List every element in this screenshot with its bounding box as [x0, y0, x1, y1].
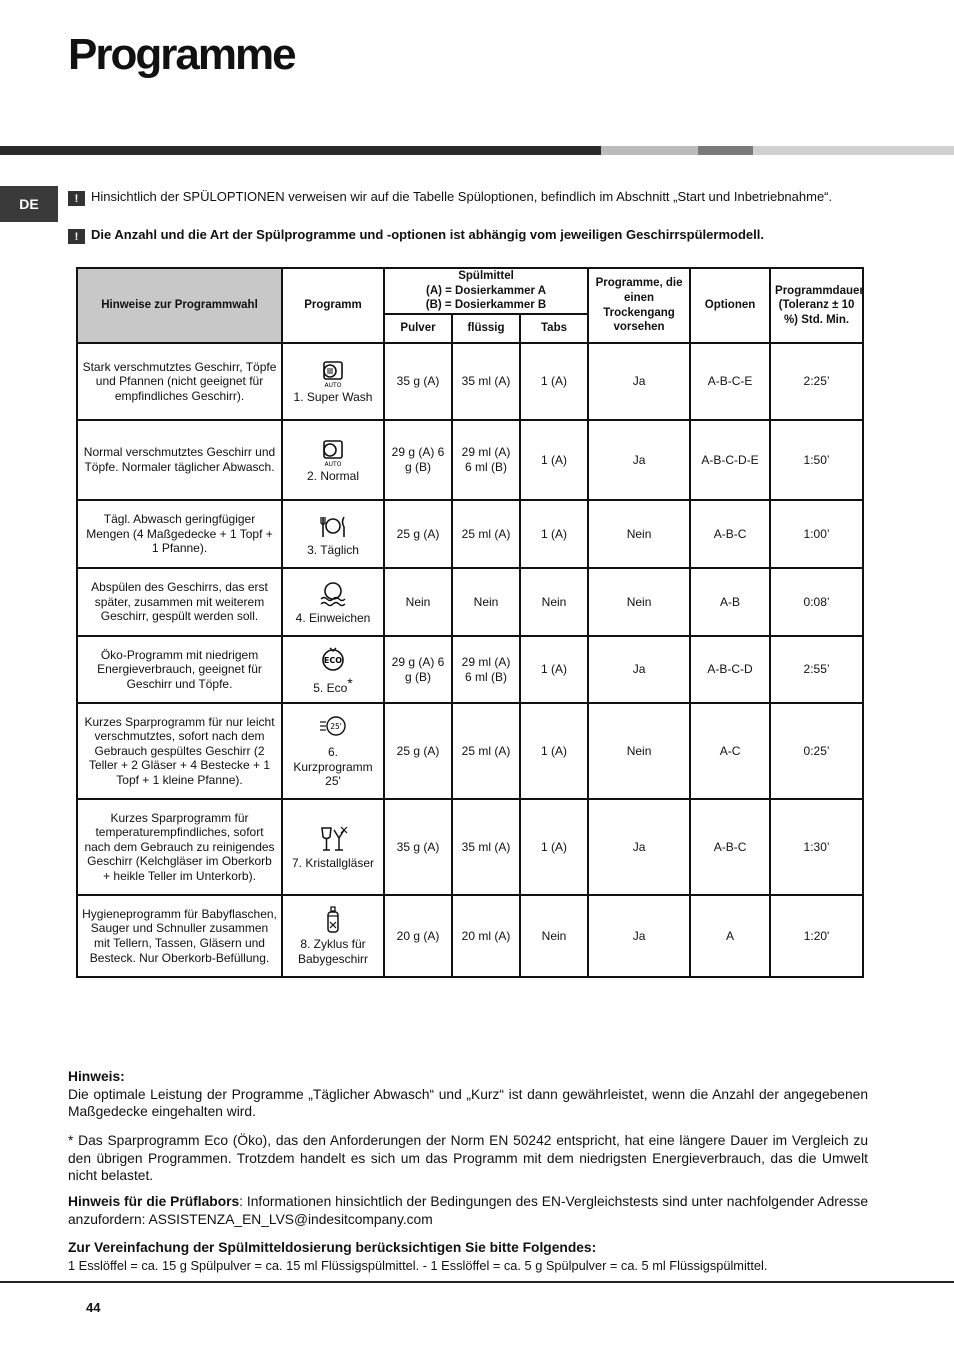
- cell-powder: 25 g (A): [384, 500, 452, 568]
- cell-liquid: 35 ml (A): [452, 799, 520, 895]
- row-program: [282, 636, 384, 703]
- dosing-text: 1 Esslöffel = ca. 15 g Spülpulver = ca. 15 ml Flüssigspülmittel. - 1 Esslöffel = ca. 5 g Spülpulver = ca. 5 ml Flüssigspülmittel.: [68, 1257, 768, 1273]
- baby-bottle-icon: [318, 905, 348, 935]
- cell-powder: 35 g (A): [384, 343, 452, 420]
- cell-liquid: 25 ml (A): [452, 703, 520, 799]
- cell-powder: 29 g (A) 6 g (B): [384, 420, 452, 500]
- cell-drying: Ja: [588, 343, 690, 420]
- super-wash-auto-icon: [318, 358, 348, 388]
- table-row: [77, 703, 863, 799]
- header-liquid: flüssig: [452, 314, 520, 343]
- eco-icon: [318, 644, 348, 674]
- auto-label: AUTO: [324, 382, 342, 389]
- auto-label: AUTO: [324, 460, 342, 467]
- header-detergent: [384, 268, 588, 314]
- header-hint: Hinweise zur Programmwahl: [77, 268, 282, 343]
- cell-drying: Nein: [588, 703, 690, 799]
- row-program: [282, 343, 384, 420]
- language-tab: DE: [0, 186, 58, 222]
- row-description: Öko-Programm mit niedrigem Energieverbrauch, geeignet für Geschirr und Töpfe.: [77, 636, 282, 703]
- cell-drying: Ja: [588, 420, 690, 500]
- cell-drying: Ja: [588, 636, 690, 703]
- hinweis-title: Hinweis:: [68, 1069, 125, 1084]
- header-bar-mid: [698, 146, 753, 155]
- cell-duration: 1:50’: [770, 420, 863, 500]
- warning-triangle-icon: !: [68, 191, 85, 206]
- normal-auto-icon: [318, 437, 348, 467]
- cell-duration: 0:25’: [770, 703, 863, 799]
- cell-options: A-B-C: [690, 500, 770, 568]
- cell-options: A-B-C-D-E: [690, 420, 770, 500]
- header-detergent-a: (A) = Dosierkammer A: [425, 284, 547, 297]
- cell-tabs: Nein: [520, 568, 588, 636]
- header-detergent-b: (B) = Dosierkammer B: [425, 299, 547, 312]
- eco-footnote: * Das Sparprogramm Eco (Öko), das den Anforderungen der Norm EN 50242 entspricht, hat eine längere Dauer im Vergleich zu den übrigen Programmen. Trotzdem handelt es sich um das Programm mit dem niedrigsten Energieverbrauch, das die Umwelt nicht belastet.: [68, 1133, 868, 1183]
- cell-duration: 1:20': [770, 895, 863, 977]
- cell-tabs: 1 (A): [520, 703, 588, 799]
- row-program: [282, 500, 384, 568]
- program-name: 3. Täglich: [307, 542, 359, 557]
- row-description: Kurzes Sparprogramm für nur leicht verschmutztes, sofort nach dem Gebrauch gespültes Geschirr (2 Teller + 2 Gläser + 4 Bestecke + 1 Topf + 1 kleine Pfanne).: [77, 703, 282, 799]
- program-name: 7. Kristallgläser: [291, 855, 375, 870]
- cell-drying: Ja: [588, 895, 690, 977]
- table-row: [77, 568, 863, 636]
- cell-tabs: 1 (A): [520, 420, 588, 500]
- labs-text: : Informationen hinsichtlich der Bedingungen des EN-Vergleichstests sind unter nachfolgender Adresse anzufordern: ASSISTENZA_EN_LVS@indesitcompany.com: [68, 1194, 868, 1227]
- cell-drying: Nein: [588, 568, 690, 636]
- cell-options: A-B-C-D: [690, 636, 770, 703]
- row-program: [282, 568, 384, 636]
- row-description: Abspülen des Geschirrs, das erst später, zusammen mit weiterem Geschirr, gespült werden soll.: [77, 568, 282, 636]
- header-bar-dark: [0, 146, 601, 155]
- hinweis-text: Die optimale Leistung der Programme „Täglicher Abwasch“ und „Kurz“ ist dann gewährleistet, wenn die Anzahl der angegebenen Maßgedecke eingehalten wird.: [68, 1086, 868, 1119]
- cell-duration: 1:30’: [770, 799, 863, 895]
- row-program: [282, 895, 384, 977]
- header-powder: Pulver: [384, 314, 452, 343]
- cell-drying: Ja: [588, 799, 690, 895]
- soak-icon: [318, 579, 348, 609]
- header-tabs: Tabs: [520, 314, 588, 343]
- cell-liquid: Nein: [452, 568, 520, 636]
- row-description: Stark verschmutztes Geschirr, Töpfe und Pfannen (nicht geeignet für empfindliches Geschirr).: [77, 343, 282, 420]
- cell-powder: 35 g (A): [384, 799, 452, 895]
- cell-tabs: 1 (A): [520, 343, 588, 420]
- cell-duration: 2:25’: [770, 343, 863, 420]
- cell-powder: 20 g (A): [384, 895, 452, 977]
- row-description: Kurzes Sparprogramm für temperaturempfindliches, sofort nach dem Gebrauch zu reinigendes Geschirr (Kelchgläser im Oberkorb + heikle Teller im Unterkorb).: [77, 799, 282, 895]
- program-name: 4. Einweichen: [295, 610, 371, 625]
- program-name: [287, 676, 379, 696]
- cell-powder: Nein: [384, 568, 452, 636]
- cell-powder: 25 g (A): [384, 703, 452, 799]
- warning-triangle-icon: !: [68, 229, 85, 244]
- cell-liquid: 29 ml (A) 6 ml (B): [452, 420, 520, 500]
- row-description: Hygieneprogramm für Babyflaschen, Sauger und Schnuller zusammen mit Tellern, Tassen, Gläsern und Besteck. Nur Oberkorb-Befüllung.: [77, 895, 282, 977]
- table-row: [77, 500, 863, 568]
- daily-cutlery-icon: [318, 511, 348, 541]
- dosing-title: Zur Vereinfachung der Spülmitteldosierung berücksichtigen Sie bitte Folgendes:: [68, 1240, 597, 1255]
- table-row: [77, 636, 863, 703]
- table-row: [77, 343, 863, 420]
- cell-liquid: 29 ml (A) 6 ml (B): [452, 636, 520, 703]
- cell-options: A-B-C: [690, 799, 770, 895]
- page-title: Programme: [68, 30, 295, 79]
- cell-options: A: [690, 895, 770, 977]
- dosing-section: [68, 1239, 868, 1274]
- program-table: [76, 267, 864, 978]
- cell-tabs: Nein: [520, 895, 588, 977]
- quick-label: 25': [330, 722, 342, 732]
- labs-title: Hinweis für die Prüflabors: [68, 1194, 240, 1209]
- header-duration: Programmdauer (Toleranz ± 10 %) Std. Min.: [770, 268, 863, 343]
- program-name: 1. Super Wash: [293, 390, 373, 405]
- program-name: 6. Kurzprogramm 25': [293, 745, 373, 789]
- row-description: Tägl. Abwasch geringfügiger Mengen (4 Maßgedecke + 1 Topf + 1 Pfanne).: [77, 500, 282, 568]
- program-name-text: 5. Eco: [313, 680, 348, 695]
- hinweis-section: [68, 1068, 868, 1121]
- eco-asterisk: *: [347, 674, 353, 691]
- table-row: [77, 799, 863, 895]
- crystal-glasses-icon: [318, 824, 348, 854]
- cell-tabs: 1 (A): [520, 636, 588, 703]
- row-program: [282, 799, 384, 895]
- cell-duration: 2:55’: [770, 636, 863, 703]
- row-program: [282, 420, 384, 500]
- cell-tabs: 1 (A): [520, 500, 588, 568]
- page-number: 44: [86, 1300, 101, 1315]
- cell-duration: 1:00’: [770, 500, 863, 568]
- cell-liquid: 35 ml (A): [452, 343, 520, 420]
- eco-label: ECO: [323, 655, 343, 665]
- model-note-text: Die Anzahl und die Art der Spülprogramme und -optionen ist abhängig vom jeweiligen Geschirrspülermodell.: [91, 227, 764, 242]
- options-note-text: Hinsichtlich der SPÜLOPTIONEN verweisen wir auf die Tabelle Spüloptionen, befindlich im Abschnitt „Start und Inbetriebnahme“.: [91, 189, 833, 204]
- cell-liquid: 25 ml (A): [452, 500, 520, 568]
- cell-options: A-C: [690, 703, 770, 799]
- quick-25-icon: [318, 713, 348, 743]
- program-name: 8. Zyklus für Babygeschirr: [297, 937, 369, 966]
- header-bar-light: [601, 146, 698, 155]
- cell-duration: 0:08’: [770, 568, 863, 636]
- cell-liquid: 20 ml (A): [452, 895, 520, 977]
- cell-options: A-B-C-E: [690, 343, 770, 420]
- labs-note: [68, 1193, 868, 1228]
- cell-powder: 29 g (A) 6 g (B): [384, 636, 452, 703]
- cell-options: A-B: [690, 568, 770, 636]
- header-drying: Programme, die einen Trockengang vorsehen: [588, 268, 690, 343]
- header-program: Programm: [282, 268, 384, 343]
- header-detergent-title: Spülmittel: [458, 270, 514, 283]
- table-row: [77, 420, 863, 500]
- table-row: [77, 895, 863, 977]
- header-bar-end: [753, 146, 954, 155]
- model-note: [68, 227, 868, 244]
- options-note: [68, 189, 868, 206]
- row-program: [282, 703, 384, 799]
- program-name: 2. Normal: [306, 468, 359, 483]
- header-options: Optionen: [690, 268, 770, 343]
- row-description: Normal verschmutztes Geschirr und Töpfe. Normaler täglicher Abwasch.: [77, 420, 282, 500]
- footer-divider: [0, 1281, 954, 1283]
- cell-drying: Nein: [588, 500, 690, 568]
- cell-tabs: 1 (A): [520, 799, 588, 895]
